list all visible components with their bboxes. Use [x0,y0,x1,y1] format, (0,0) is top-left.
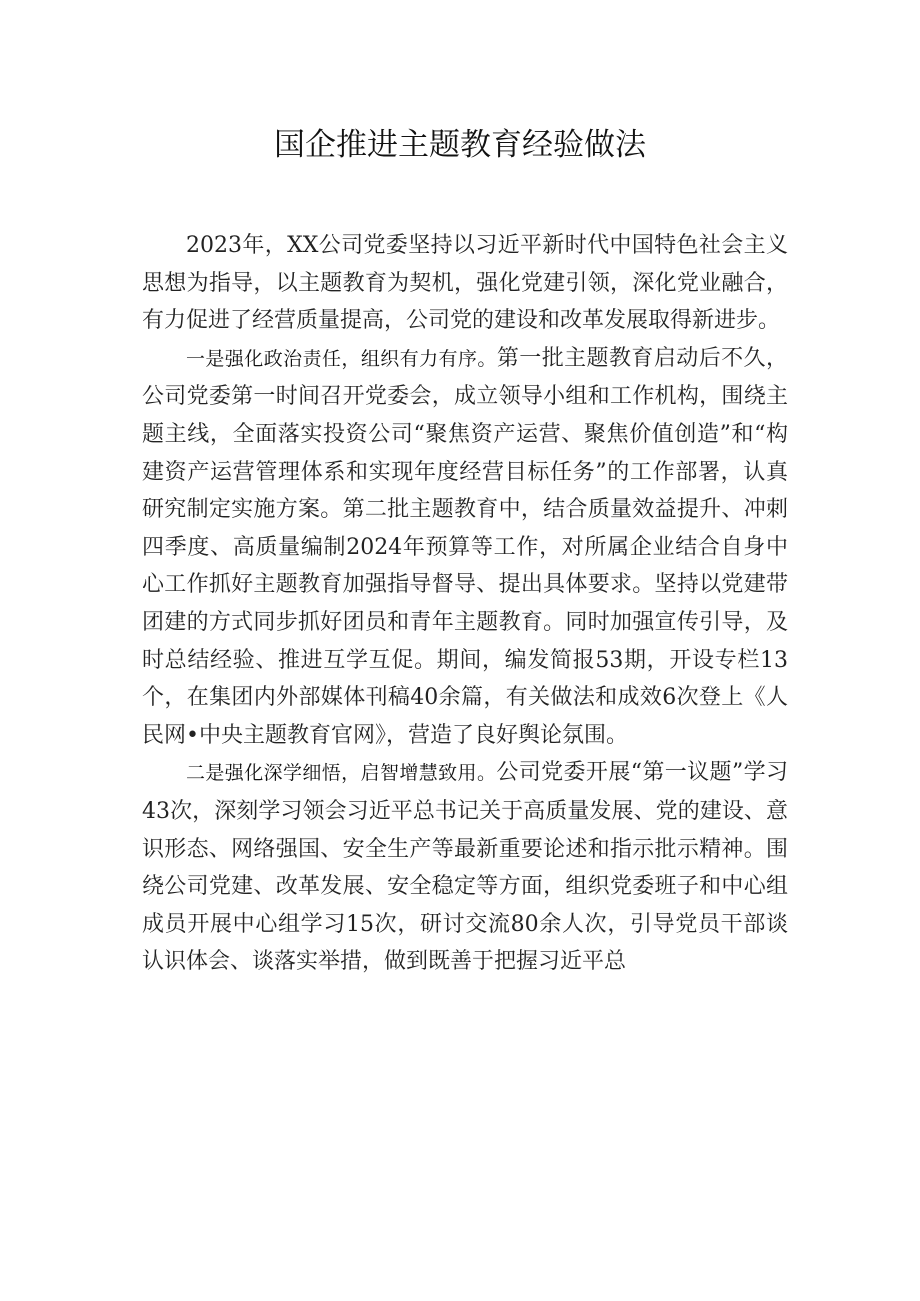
paragraph-text: 公司党委开展“第一议题”学习43次，深刻学习领会习近平总书记关于高质量发展、党的建设、意识形态、网络强国、安全生产等最新重要论述和指示批示精神。围绕公司党建、改革发展、安全稳定等方面，组织党委班子和中心组成员开展中心组学习15次，研讨交流80余人次，引导党员干部谈认识体会、谈落实举措，做到既善于把握习近平总 [142,760,788,975]
paragraph-point-1 [142,340,788,755]
paragraph-intro [142,227,788,340]
paragraph-point-2 [142,754,788,981]
document-title: 国企推进主题教育经验做法 [274,127,646,163]
paragraph-lead-heading: 一是强化政治责任，组织有力有序。 [186,347,497,370]
paragraph-lead-heading: 二是强化深学细悟，启智增慧致用。 [186,762,497,785]
paragraph-text: 第一批主题教育启动后不久，公司党委第一时间召开党委会，成立领导小组和工作机构，围绕主题主线，全面落实投资公司“聚焦资产运营、聚焦价值创造”和“构建资产运营管理体系和实现年度经营目标任务”的工作部署，认真研究制定实施方案。第二批主题教育中，结合质量效益提升、冲刺四季度、高质量编制2024年预算等工作，对所属企业结合自身中心工作抓好主题教育加强指导督导、提出具体要求。坚持以党建带团建的方式同步抓好团员和青年主题教育。同时加强宣传引导，及时总结经验、推进互学互促。期间，编发简报53期，开设专栏13个，在集团内外部媒体刊稿40余篇，有关做法和成效6次登上《人民网•中央主题教育官网》，营造了良好舆论氛围。 [142,345,788,748]
paragraph-text: 2023年，XX公司党委坚持以习近平新时代中国特色社会主义思想为指导，以主题教育为契机，强化党建引领，深化党业融合，有力促进了经营质量提高，公司党的建设和改革发展取得新进步。 [142,233,788,334]
document-body [142,227,788,981]
